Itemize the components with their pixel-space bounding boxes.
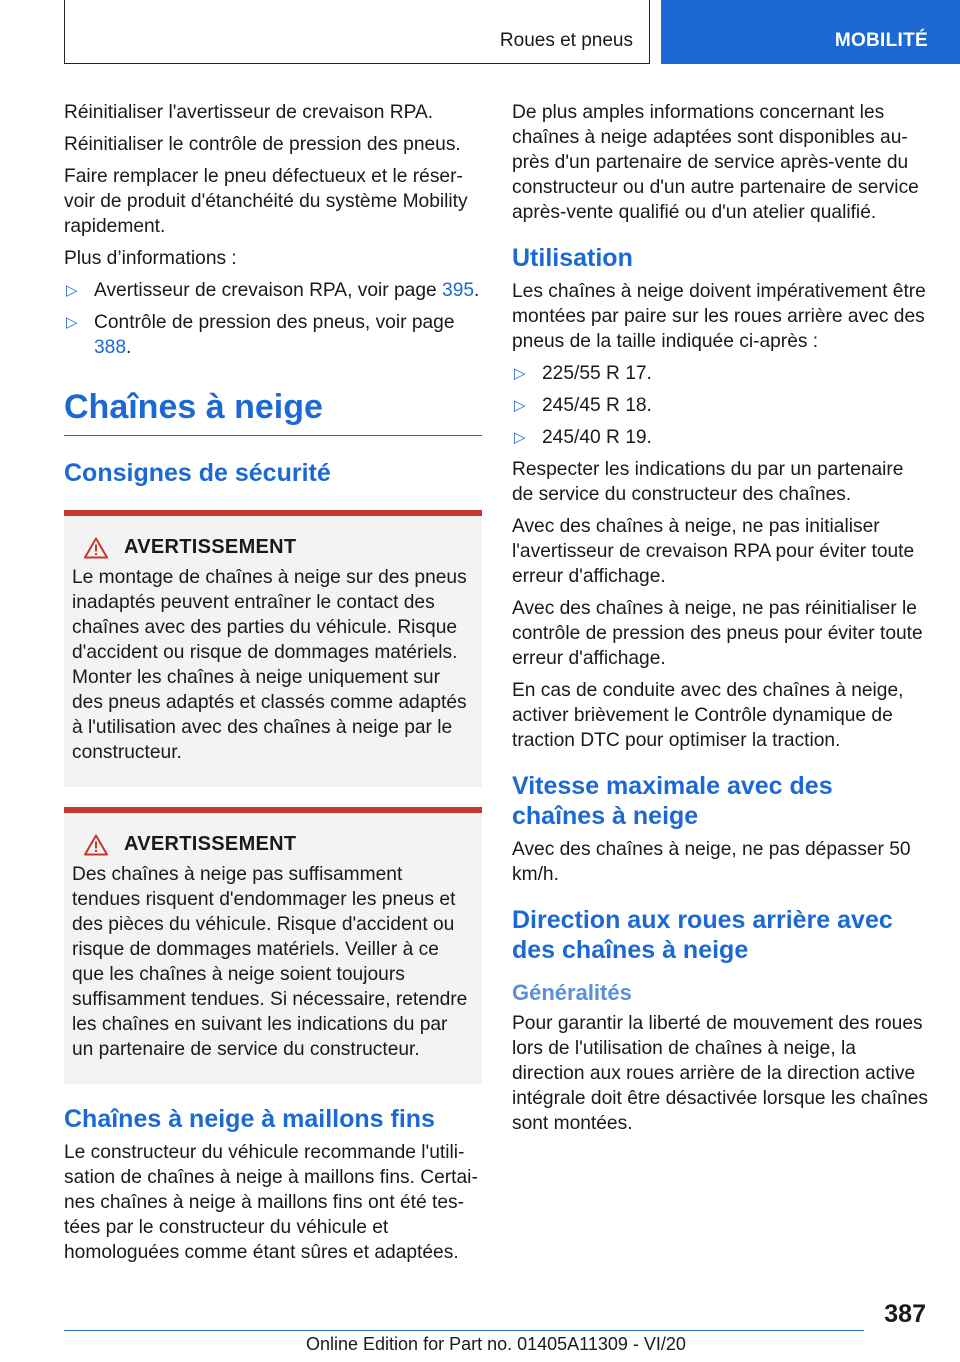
warning-text: Des chaînes à neige pas suffisamment tendues risquent d'endommager les pneus et des pièces du véhicule. Risque d'accident ou risque de dommages matériels. Veiller à ce que les chaînes à neige soient toujours suffisamment tendues. Si nécessaire, retendre les chaînes en suivant les indications du par un partenaire de service du constructeur. xyxy=(72,864,468,1060)
section-heading-use: Utilisation xyxy=(512,244,633,272)
paragraph: Réinitialiser l'avertisseur de crevaison RPA. xyxy=(64,102,434,123)
warning-box xyxy=(64,510,482,787)
triangle-bullet-icon: ▷ xyxy=(66,282,78,299)
chapter-title: MOBILITÉ xyxy=(834,30,928,51)
warning-triangle-icon xyxy=(84,537,108,559)
paragraph: Le constructeur du véhicule recommande l'utilisation de chaînes à neige à maillons fins. Certaines chaînes à neige à maillons fins ont été testées par le constructeur du véhicule et homologuées comme étant sûres et adaptées. xyxy=(64,1142,478,1263)
list-item: ▷ 225/55 R 17. xyxy=(514,363,652,384)
paragraph: Avec des chaînes à neige, ne pas initialiser l'avertisseur de crevaison RPA pour éviter toute erreur d'affichage. xyxy=(512,516,915,587)
list-item: ▷ 245/40 R 19. xyxy=(514,427,652,448)
section-heading-safety: Consignes de sécurité xyxy=(64,459,331,487)
paragraph: En cas de conduite avec des chaînes à neige, activer brièvement le Contrôle dynamique de traction DTC pour optimiser la traction. xyxy=(512,680,904,751)
page-link-388[interactable]: 388 xyxy=(94,337,127,358)
list-item: ▷ Contrôle de pression des pneus, voir page 388. xyxy=(66,312,455,358)
warning-box xyxy=(64,807,482,1084)
edition-footer: Online Edition for Part no. 01405A11309 - VI/20 xyxy=(306,1334,686,1354)
triangle-bullet-icon: ▷ xyxy=(514,397,526,414)
left-column xyxy=(64,100,482,1272)
section-heading-steering: Direction aux roues arrière avec des chaînes à neige xyxy=(512,906,893,964)
chapter-heading: Chaînes à neige xyxy=(64,367,482,436)
paragraph: Les chaînes à neige doivent impérativement être montées par paire sur les roues arrière avec des pneus de la taille indiquée ci-après : xyxy=(512,281,926,352)
warning-triangle-icon xyxy=(84,834,108,856)
list-item: ▷ Avertisseur de crevaison RPA, voir page 395. xyxy=(66,280,480,301)
list-item: ▷ 245/45 R 18. xyxy=(514,395,652,416)
header-section-box xyxy=(64,0,650,64)
triangle-bullet-icon: ▷ xyxy=(66,314,78,331)
section-heading-speed: Vitesse maximale avec des chaînes à neige xyxy=(512,772,833,830)
paragraph: De plus amples informations concernant les chaînes à neige adaptées sont disponibles auprès d'un partenaire de service après-vente du constructeur ou d'un autre partenaire de service après-vente qualifié ou d'un atelier qualifié. xyxy=(512,102,919,223)
triangle-bullet-icon: ▷ xyxy=(514,429,526,446)
footer-divider xyxy=(64,1330,864,1331)
reference-list xyxy=(64,278,482,360)
warning-text: Le montage de chaînes à neige sur des pneus inadaptés peuvent entraîner le contact des chaînes avec des parties du véhicule. Risque d'accident ou risque de dommages matériels. Monter les chaînes à neige uniquement sur des pneus adaptés et classés comme adaptés à l'utilisation avec des chaînes à neige par le constructeur. xyxy=(72,567,467,763)
page-number: 387 xyxy=(884,1300,926,1328)
header-chapter-box xyxy=(661,0,960,64)
warning-title: AVERTISSEMENT xyxy=(124,536,297,558)
section-title: Roues et pneus xyxy=(499,30,633,51)
paragraph: Respecter les indications du par un partenaire de service du constructeur des chaînes. xyxy=(512,459,904,505)
tire-size-list xyxy=(512,361,930,450)
page-link-395[interactable]: 395 xyxy=(442,280,475,301)
paragraph: Plus d’informations : xyxy=(64,248,237,269)
paragraph: Pour garantir la liberté de mouvement des roues lors de l'utilisation de chaînes à neige, la direction aux roues arrière de la direction active intégrale doit être désactivée lorsque les chaînes sont montées. xyxy=(512,1013,928,1134)
paragraph: Avec des chaînes à neige, ne pas dépasser 50 km/h. xyxy=(512,839,911,885)
subsection-heading-general: Généralités xyxy=(512,980,632,1005)
right-column xyxy=(512,100,930,1143)
section-heading-fine-links: Chaînes à neige à maillons fins xyxy=(64,1105,435,1133)
paragraph: Faire remplacer le pneu défectueux et le réservoir de produit d'étanchéité du système Mobility rapidement. xyxy=(64,166,468,237)
triangle-bullet-icon: ▷ xyxy=(514,365,526,382)
paragraph: Avec des chaînes à neige, ne pas réinitialiser le contrôle de pression des pneus pour éviter toute erreur d'affichage. xyxy=(512,598,923,669)
paragraph: Réinitialiser le contrôle de pression des pneus. xyxy=(64,134,461,155)
warning-title: AVERTISSEMENT xyxy=(124,833,297,855)
